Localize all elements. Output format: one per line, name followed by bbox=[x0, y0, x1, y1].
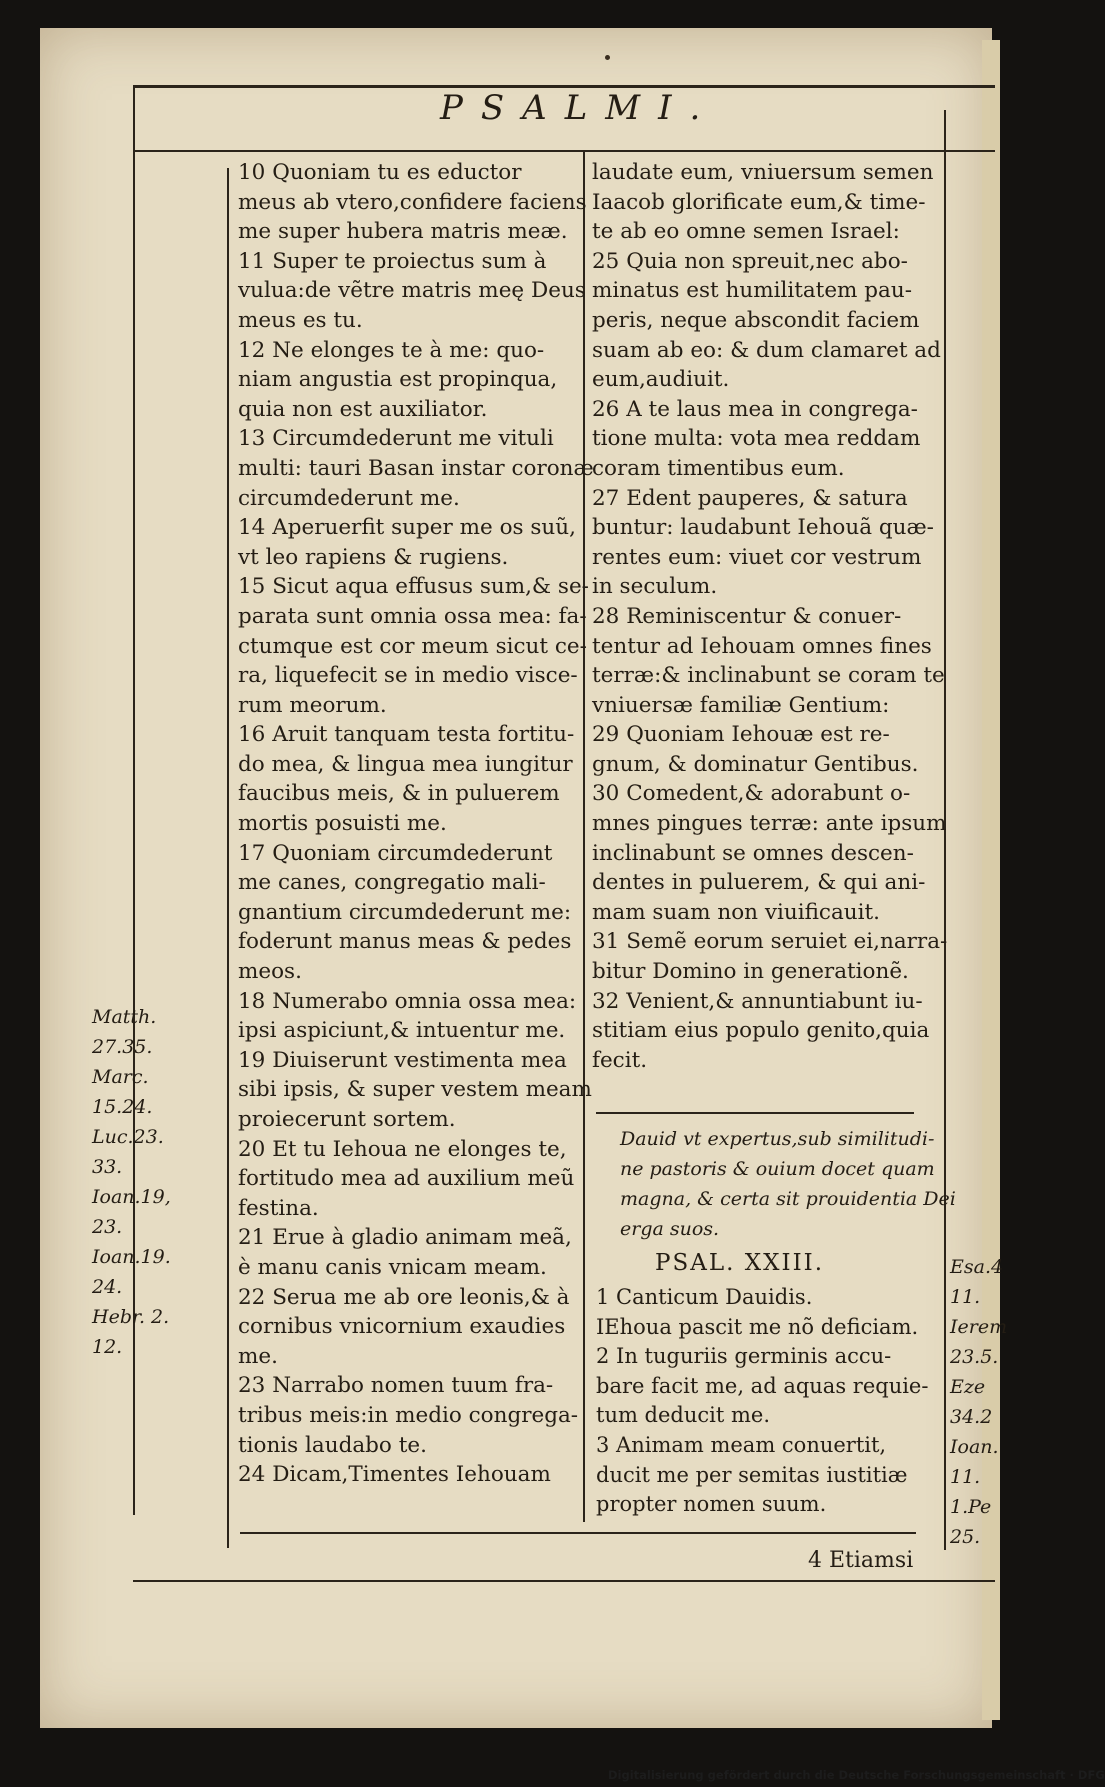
text-line: ducit me per semitas iustitiæ bbox=[596, 1462, 908, 1487]
margin-reference: Esa.4 bbox=[950, 1256, 1004, 1278]
text-line: niam angustia est propinqua, bbox=[238, 367, 558, 393]
text-line: rentes eum: viuet cor vestrum bbox=[592, 544, 922, 570]
text-line: 31 Semẽ eorum seruiet ei,narra- bbox=[592, 929, 948, 955]
psalm-title: PSAL. XXIII. bbox=[655, 1250, 825, 1276]
text-line: 22 Serua me ab ore leonis,& à bbox=[238, 1284, 570, 1310]
text-line: cornibus vnicornium exaudies bbox=[238, 1314, 566, 1340]
text-line: dentes in puluerem, & qui ani- bbox=[592, 870, 926, 896]
text-line: 18 Numerabo omnia ossa mea: bbox=[238, 988, 577, 1014]
text-line: 27 Edent pauperes, & satura bbox=[592, 485, 908, 511]
footer-rule bbox=[133, 1580, 995, 1582]
margin-reference: Luc.23. bbox=[92, 1126, 164, 1148]
margin-reference: 23. bbox=[92, 1216, 123, 1238]
margin-reference: 23.5. bbox=[950, 1346, 999, 1368]
text-line: mortis posuisti me. bbox=[238, 811, 447, 837]
text-line: buntur: laudabunt Iehouã quæ- bbox=[592, 515, 934, 541]
text-line: 14 Aperuerfit super me os suũ, bbox=[238, 515, 576, 541]
text-line: tionis laudabo te. bbox=[238, 1432, 427, 1458]
text-line: 16 Aruit tanquam testa fortitu- bbox=[238, 722, 575, 748]
digitization-credit: Digitalisierung gefördert durch die Deutsche Forschungsgemeinschaft · DFG bbox=[608, 1768, 1105, 1782]
margin-reference: Marc. bbox=[92, 1066, 149, 1088]
text-line: Iaacob glorificate eum,& time- bbox=[592, 189, 926, 215]
right-text-column bbox=[592, 158, 947, 1075]
left-margin-references bbox=[92, 1002, 171, 1362]
margin-reference: Hebr. 2. bbox=[92, 1306, 170, 1328]
catchword: 4 Etiamsi bbox=[808, 1548, 914, 1573]
text-line: me super hubera matris meæ. bbox=[238, 219, 568, 245]
text-line: festina. bbox=[238, 1195, 319, 1221]
text-line: sibi ipsis, & super vestem meam bbox=[238, 1077, 592, 1103]
margin-reference: 1.Pe bbox=[950, 1496, 992, 1518]
running-title: PSALMI. bbox=[440, 88, 719, 128]
text-line: tione multa: vota mea reddam bbox=[592, 426, 921, 452]
text-line: eum,audiuit. bbox=[592, 367, 730, 393]
margin-reference: Ioan.19. bbox=[92, 1246, 171, 1268]
text-line: faucibus meis, & in puluerem bbox=[238, 781, 560, 807]
text-line: ctumque est cor meum sicut ce- bbox=[238, 633, 587, 659]
text-line: 11 Super te proiectus sum à bbox=[238, 248, 547, 274]
psalm-23-text bbox=[596, 1283, 928, 1520]
text-line: coram timentibus eum. bbox=[592, 455, 845, 481]
text-line: rum meorum. bbox=[238, 692, 387, 718]
text-line: 24 Dicam,Timentes Iehouam bbox=[238, 1462, 551, 1488]
text-line: quia non est auxiliator. bbox=[238, 396, 488, 422]
text-line: 17 Quoniam circumdederunt bbox=[238, 840, 553, 866]
text-line: minatus est humilitatem pau- bbox=[592, 278, 912, 304]
text-line: parata sunt omnia ossa mea: fa- bbox=[238, 603, 587, 629]
text-line: me. bbox=[238, 1343, 278, 1369]
margin-reference: 33. bbox=[92, 1156, 123, 1178]
margin-reference: 34.2 bbox=[950, 1406, 993, 1428]
text-line: foderunt manus meas & pedes bbox=[238, 929, 572, 955]
psalm-argument bbox=[620, 1124, 956, 1244]
text-line: 13 Circumdederunt me vituli bbox=[238, 426, 554, 452]
text-line: ra, liquefecit se in medio visce- bbox=[238, 663, 578, 689]
text-line: tentur ad Iehouam omnes fines bbox=[592, 633, 932, 659]
text-line: suam ab eo: & dum clamaret ad bbox=[592, 337, 941, 363]
text-line: 10 Quoniam tu es eductor bbox=[238, 160, 522, 185]
text-line: proiecerunt sortem. bbox=[238, 1107, 456, 1132]
text-line: 26 A te laus mea in congrega- bbox=[592, 396, 918, 422]
text-line: inclinabunt se omnes descen- bbox=[592, 840, 914, 866]
text-line: bitur Domino in generationẽ. bbox=[592, 959, 909, 985]
argument-line: Dauid vt expertus,sub similitudi- bbox=[620, 1128, 935, 1150]
margin-reference: Eze bbox=[950, 1376, 986, 1398]
argument-line: erga suos. bbox=[620, 1218, 720, 1240]
margin-reference: 24. bbox=[92, 1276, 123, 1298]
argument-line: magna, & certa sit prouidentia Dei bbox=[620, 1188, 956, 1210]
text-line: 1 Canticum Dauidis. bbox=[596, 1285, 813, 1309]
text-line: 15 Sicut aqua effusus sum,& se- bbox=[238, 574, 589, 600]
margin-reference: Matth. bbox=[92, 1006, 157, 1028]
text-line: multi: tauri Basan instar coronæ bbox=[238, 455, 594, 481]
text-line: propter nomen suum. bbox=[596, 1492, 827, 1517]
text-line: terræ:& inclinabunt se coram te bbox=[592, 663, 945, 689]
text-line: 20 Et tu Iehoua ne elonges te, bbox=[238, 1136, 567, 1162]
text-line: stitiam eius populo genito,quia bbox=[592, 1018, 930, 1044]
text-line: gnum, & dominatur Gentibus. bbox=[592, 751, 919, 777]
text-line: bare facit me, ad aquas requie- bbox=[596, 1373, 929, 1398]
text-line: ipsi aspiciunt,& intuentur me. bbox=[238, 1018, 566, 1044]
text-line: mnes pingues terræ: ante ipsum bbox=[592, 811, 947, 837]
text-line: 23 Narrabo nomen tuum fra- bbox=[238, 1373, 554, 1399]
margin-reference: Ioan. bbox=[950, 1436, 999, 1458]
text-line: 28 Reminiscentur & conuer- bbox=[592, 603, 902, 629]
margin-reference: 12. bbox=[92, 1336, 123, 1358]
text-line: meos. bbox=[238, 959, 302, 985]
text-line: meus ab vtero,confidere faciens bbox=[238, 189, 587, 215]
text-line: te ab eo omne semen Israel: bbox=[592, 219, 900, 245]
text-line: mam suam non viuificauit. bbox=[592, 899, 880, 925]
text-line: 12 Ne elonges te à me: quo- bbox=[238, 337, 545, 363]
header-rule bbox=[133, 150, 995, 152]
text-line: do mea, & lingua mea iungitur bbox=[238, 751, 573, 777]
text-line: è manu canis vnicam meam. bbox=[238, 1254, 547, 1280]
text-line: 21 Erue à gladio animam meã, bbox=[238, 1225, 572, 1251]
text-line: 32 Venient,& annuntiabunt iu- bbox=[592, 988, 923, 1014]
text-line: vulua:de vẽtre matris meę Deus bbox=[238, 278, 586, 304]
text-line: vt leo rapiens & rugiens. bbox=[238, 544, 509, 570]
text-line: 30 Comedent,& adorabunt o- bbox=[592, 781, 911, 807]
text-line: in seculum. bbox=[592, 574, 718, 600]
margin-reference: 11. bbox=[950, 1286, 981, 1308]
text-line: meus es tu. bbox=[238, 307, 363, 333]
text-line: tum deducit me. bbox=[596, 1403, 770, 1428]
inner-left-rule bbox=[227, 168, 229, 1548]
text-line: 2 In tuguriis germinis accu- bbox=[596, 1344, 892, 1369]
text-line: fortitudo mea ad auxilium meũ bbox=[238, 1166, 575, 1192]
margin-reference: 15.24. bbox=[92, 1096, 153, 1118]
text-line: 25 Quia non spreuit,nec abo- bbox=[592, 248, 908, 274]
text-line: fecit. bbox=[592, 1047, 648, 1073]
right-margin-references bbox=[950, 1252, 1008, 1552]
margin-reference: 11. bbox=[950, 1466, 981, 1488]
margin-reference: 27.35. bbox=[92, 1036, 153, 1058]
text-line: gnantium circumdederunt me: bbox=[238, 899, 572, 925]
ink-spot bbox=[605, 55, 610, 60]
argument-line: ne pastoris & ouium docet quam bbox=[620, 1158, 935, 1180]
text-line: laudate eum, vniuersum semen bbox=[592, 160, 934, 185]
text-line: 19 Diuiserunt vestimenta mea bbox=[238, 1047, 567, 1073]
argument-rule bbox=[596, 1112, 914, 1114]
text-line: vniuersæ familiæ Gentium: bbox=[592, 692, 890, 718]
text-line: 3 Animam meam conuertit, bbox=[596, 1432, 887, 1457]
left-text-column bbox=[238, 158, 594, 1490]
margin-reference: Ierem bbox=[950, 1316, 1008, 1338]
text-line: circumdederunt me. bbox=[238, 485, 460, 511]
margin-reference: Ioan.19, bbox=[92, 1186, 171, 1208]
text-line: tribus meis:in medio congrega- bbox=[238, 1402, 579, 1428]
bottom-rule bbox=[240, 1532, 916, 1534]
margin-reference: 25. bbox=[950, 1526, 981, 1548]
text-line: IEhoua pascit me nõ deficiam. bbox=[596, 1314, 919, 1339]
text-line: me canes, congregatio mali- bbox=[238, 870, 546, 896]
text-line: peris, neque abscondit faciem bbox=[592, 307, 920, 333]
text-line: 29 Quoniam Iehouæ est re- bbox=[592, 722, 890, 748]
